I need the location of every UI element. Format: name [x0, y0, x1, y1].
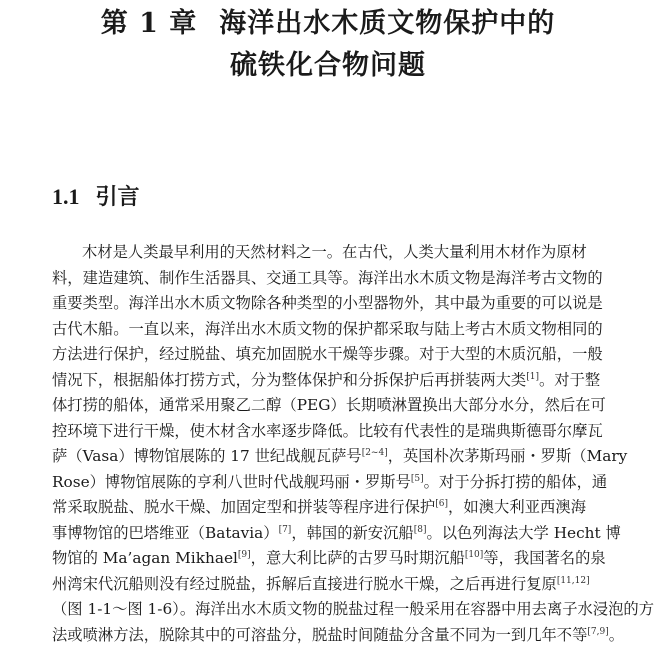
- text-line: [52, 291, 586, 317]
- text-segment: 法或喷淋方法，脱除其中的可溶盐分，脱盐时间随盐分含量不同为一到几年不等: [52, 626, 587, 644]
- citation-ref: [9]: [238, 550, 251, 560]
- text-line: [52, 597, 586, 623]
- text-segment: 。以色列海法大学 Hecht 博: [426, 524, 620, 542]
- citation-ref: [5]: [411, 474, 424, 484]
- text-line: [52, 342, 586, 368]
- text-line: [52, 572, 586, 598]
- text-segment: 体打捞的船体，通常采用聚乙二醇（PEG）长期喷淋置换出大部分水分，然后在可: [52, 396, 606, 414]
- text-line: [52, 623, 586, 648]
- text-line: [52, 470, 586, 496]
- text-segment: （图 1-1～图 1-6）。海洋出水木质文物的脱盐过程一般采用在容器中用去离子水浸泡的方: [52, 600, 654, 618]
- citation-ref: [1]: [526, 372, 539, 382]
- text-segment: ，意大利比萨的古罗马时期沉船: [251, 549, 465, 567]
- text-segment: 木材是人类最早利用的天然材料之一。在古代，人类大量利用木材作为原材: [82, 243, 587, 261]
- chapter-number: 第 1 章: [101, 8, 198, 39]
- citation-ref: [8]: [414, 525, 427, 535]
- text-line: [52, 317, 586, 343]
- text-segment: ，如澳大利亚西澳海: [448, 498, 586, 516]
- text-line: [52, 444, 586, 470]
- text-segment: 控环境下进行干燥，使木材含水率逐步降低。比较有代表性的是瑞典斯德哥尔摩瓦: [52, 422, 603, 440]
- text-segment: 物馆的 Ma’agan Mikhael: [52, 549, 238, 567]
- citation-ref: [10]: [465, 550, 483, 560]
- text-segment: ，英国朴次茅斯玛丽・罗斯（Mary: [388, 447, 628, 465]
- text-line: [52, 419, 586, 445]
- section-heading: [52, 180, 140, 214]
- body-paragraph: [52, 240, 586, 648]
- text-segment: 常采取脱盐、脱水干燥、加固定型和拼装等程序进行保护: [52, 498, 435, 516]
- text-segment: 萨（Vasa）博物馆展陈的 17 世纪战舰瓦萨号: [52, 447, 362, 465]
- chapter-title-line-1: [0, 4, 656, 44]
- text-segment: 州湾宋代沉船则没有经过脱盐，拆解后直接进行脱水干燥，之后再进行复原: [52, 575, 557, 593]
- citation-ref: [11,12]: [557, 576, 590, 586]
- text-segment: 等，我国著名的泉: [483, 549, 605, 567]
- citation-ref: [6]: [435, 499, 448, 509]
- text-line: [52, 393, 586, 419]
- text-segment: 。对于整: [539, 371, 600, 389]
- citation-ref: [7]: [279, 525, 292, 535]
- text-line: [52, 495, 586, 521]
- text-segment: 情况下，根据船体打捞方式，分为整体保护和分拆保护后再拼装两大类: [52, 371, 526, 389]
- text-segment: 古代木船。一直以来，海洋出水木质文物的保护都采取与陆上考古木质文物相同的: [52, 320, 603, 338]
- text-segment: 。: [609, 626, 624, 644]
- text-segment: 事博物馆的巴塔维亚（Batavia）: [52, 524, 279, 542]
- citation-ref: [7,9]: [587, 627, 608, 637]
- text-line: [52, 240, 586, 266]
- chapter-title-line-2: 硫铁化合物问题: [0, 46, 656, 86]
- text-line: [52, 266, 586, 292]
- text-segment: 。对于分拆打捞的船体，通: [424, 473, 608, 491]
- text-line: [52, 368, 586, 394]
- chapter-title-text-1: 海洋出水木质文物保护中的: [219, 8, 555, 39]
- text-segment: 重要类型。海洋出水木质文物除各种类型的小型器物外，其中最为重要的可以说是: [52, 294, 603, 312]
- citation-ref: [2~4]: [362, 448, 388, 458]
- text-segment: ，韩国的新安沉船: [291, 524, 413, 542]
- text-line: [52, 546, 586, 572]
- text-segment: Rose）博物馆展陈的亨利八世时代战舰玛丽・罗斯号: [52, 473, 411, 491]
- text-segment: 料，建造建筑、制作生活器具、交通工具等。海洋出水木质文物是海洋考古文物的: [52, 269, 603, 287]
- text-line: [52, 521, 586, 547]
- text-segment: 方法进行保护，经过脱盐、填充加固脱水干燥等步骤。对于大型的木质沉船，一般: [52, 345, 603, 363]
- section-number: 1.1: [52, 184, 80, 209]
- section-title: 引言: [96, 184, 140, 210]
